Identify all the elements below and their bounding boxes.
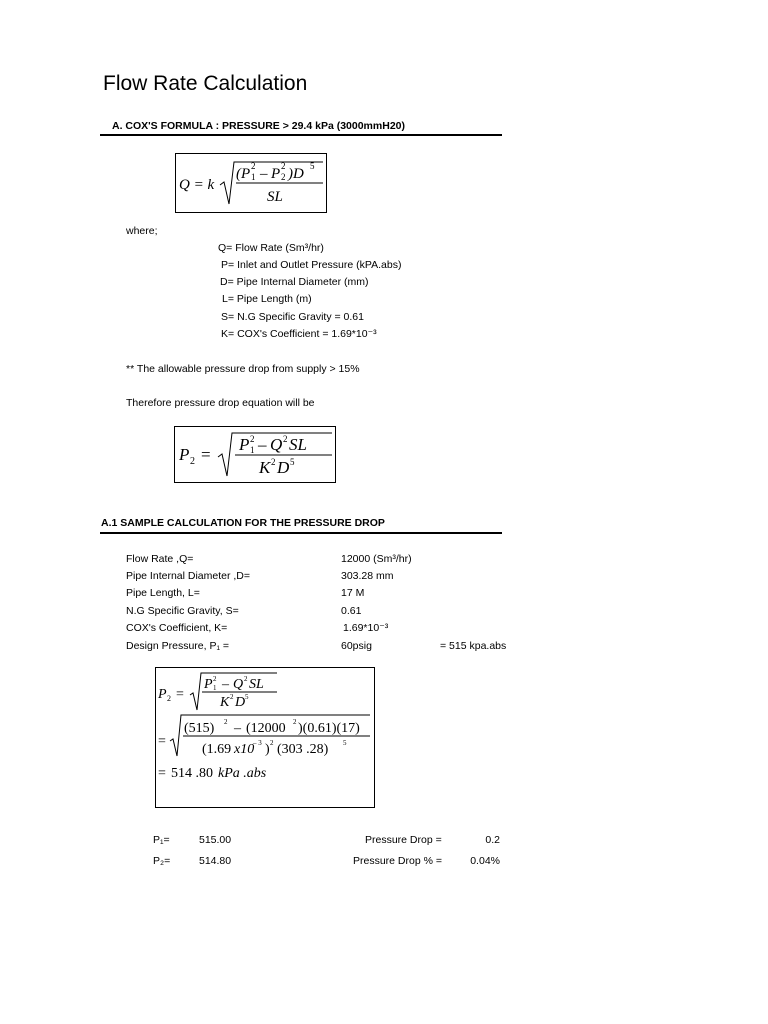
svg-text:2: 2 [293, 718, 297, 726]
svg-text:K: K [220, 695, 230, 710]
svg-text:(P: (P [236, 166, 251, 182]
param-label: Design Pressure, P₁ = [126, 640, 230, 652]
cox-formula-box [175, 153, 327, 213]
svg-text:2: 2 [167, 694, 171, 703]
definition-text: Pipe Internal Diameter (mm) [236, 276, 369, 288]
pressure-drop-formula-box [174, 426, 336, 483]
definition-symbol: D= [220, 276, 234, 288]
section-a-rule [100, 134, 502, 136]
param-value: 17 M [341, 587, 365, 599]
svg-text:2: 2 [281, 172, 286, 182]
allowable-note: ** The allowable pressure drop from supply > 15% [126, 363, 360, 375]
param-value: 12000 (Sm³/hr) [341, 553, 412, 565]
result-p2-value: 514.80 [199, 855, 232, 867]
pressure-drop-percent-label: Pressure Drop % = [353, 855, 442, 867]
definition-symbol: P= [221, 259, 235, 271]
svg-text:–: – [222, 677, 229, 692]
sample-calculation [156, 668, 374, 807]
param-label: COX's Coefficient, K= [126, 622, 228, 634]
result-p2-label: P₂= [153, 855, 171, 867]
section-a-heading: A. COX'S FORMULA : PRESSURE > 29.4 kPa (3000mmH20) [112, 120, 405, 132]
calc-k: (1.69 [202, 742, 232, 757]
svg-text:5: 5 [343, 739, 347, 747]
svg-text:2: 2 [271, 457, 276, 467]
calc-result-unit: kPa .abs [218, 766, 267, 781]
svg-text:P: P [179, 445, 190, 464]
svg-text:=: = [158, 766, 166, 781]
svg-text:K: K [259, 458, 271, 477]
svg-text:2: 2 [230, 693, 234, 701]
calc-k-exp: x10 [234, 742, 255, 757]
param-value: 0.61 [341, 605, 362, 617]
svg-text:SL: SL [289, 435, 307, 454]
svg-text:– 3: – 3 [253, 739, 262, 747]
svg-text:2: 2 [190, 456, 195, 467]
section-a1-heading: A.1 SAMPLE CALCULATION FOR THE PRESSURE DROP [101, 517, 385, 529]
definition-q [218, 242, 324, 254]
therefore-note: Therefore pressure drop equation will be [126, 397, 315, 409]
pressure-drop-percent-value: 0.04% [470, 855, 500, 867]
svg-text:1: 1 [251, 172, 256, 182]
definition-k [221, 328, 377, 340]
svg-text:2: 2 [244, 675, 248, 683]
page-title: Flow Rate Calculation [103, 72, 308, 95]
svg-text:D: D [235, 695, 246, 710]
svg-text:Q: Q [270, 435, 283, 454]
svg-text:5: 5 [310, 161, 315, 171]
calc-d: (303 .28) [277, 742, 329, 757]
param-value: 1.69*10⁻³ [343, 622, 389, 634]
param-value: 303.28 mm [341, 570, 394, 582]
svg-text:=: = [176, 687, 184, 702]
svg-text:P: P [158, 687, 167, 702]
pressure-drop-value: 0.2 [485, 834, 500, 846]
definition-text: Inlet and Outlet Pressure (kPA.abs) [237, 259, 402, 271]
definition-text: Flow Rate (Sm³/hr) [235, 242, 324, 254]
svg-text:5: 5 [290, 457, 295, 467]
definition-s [221, 311, 364, 323]
param-label: Pipe Internal Diameter ,D= [126, 570, 251, 582]
result-p1-label: P₁= [153, 834, 170, 846]
calc-sl: )(0.61)(17) [298, 721, 360, 736]
section-a1-rule [100, 532, 502, 534]
svg-text:–: – [258, 435, 267, 454]
param-label: N.G Specific Gravity, S= [126, 605, 239, 617]
definition-p [221, 259, 401, 271]
param-label: Flow Rate ,Q= [126, 553, 194, 565]
svg-text:P: P [239, 435, 250, 454]
definition-text: COX's Coefficient = 1.69*10⁻³ [237, 328, 377, 340]
definition-text: Pipe Length (m) [236, 293, 312, 305]
definition-symbol: L= [222, 293, 234, 305]
svg-text:): ) [265, 742, 270, 757]
calc-result: 514 .80 [171, 766, 213, 781]
param-label: Pipe Length, L= [126, 587, 200, 599]
svg-text:P: P [271, 166, 281, 182]
svg-text:2: 2 [224, 718, 228, 726]
svg-text:)D: )D [288, 166, 304, 182]
svg-text:2: 2 [213, 675, 217, 683]
where-label: where; [126, 225, 158, 237]
svg-text:–: – [260, 166, 268, 182]
svg-text:2: 2 [281, 161, 286, 171]
svg-text:Q: Q [233, 677, 244, 692]
calc-q: (12000 [246, 721, 286, 736]
svg-text:SL: SL [267, 189, 283, 205]
definition-text: N.G Specific Gravity = 0.61 [237, 311, 364, 323]
definition-symbol: Q= [218, 242, 233, 254]
svg-text:1: 1 [213, 684, 217, 692]
pressure-drop-formula [175, 427, 335, 482]
param-value: 60psig [341, 640, 372, 652]
svg-text:SL: SL [249, 677, 264, 692]
design-pressure-abs: = 515 kpa.abs [440, 640, 507, 652]
definition-symbol: S= [221, 311, 235, 323]
definition-symbol: K= [221, 328, 235, 340]
cox-formula [176, 154, 326, 212]
svg-text:2: 2 [251, 161, 256, 171]
svg-text:–: – [234, 721, 241, 736]
svg-text:Q = k: Q = k [179, 177, 215, 193]
calc-p1: (515) [184, 721, 215, 736]
svg-text:=: = [201, 445, 211, 464]
result-p1-value: 515.00 [199, 834, 232, 846]
svg-text:=: = [158, 734, 166, 749]
svg-text:5: 5 [245, 693, 249, 701]
definition-l [222, 293, 312, 305]
svg-text:2: 2 [250, 434, 255, 444]
svg-text:2: 2 [283, 434, 288, 444]
definition-d [220, 276, 369, 288]
pressure-drop-label: Pressure Drop = [365, 834, 442, 846]
svg-text:P: P [204, 677, 213, 692]
svg-text:2: 2 [270, 739, 274, 747]
svg-text:1: 1 [250, 445, 255, 455]
sample-calculation-box [155, 667, 375, 808]
svg-text:D: D [277, 458, 290, 477]
